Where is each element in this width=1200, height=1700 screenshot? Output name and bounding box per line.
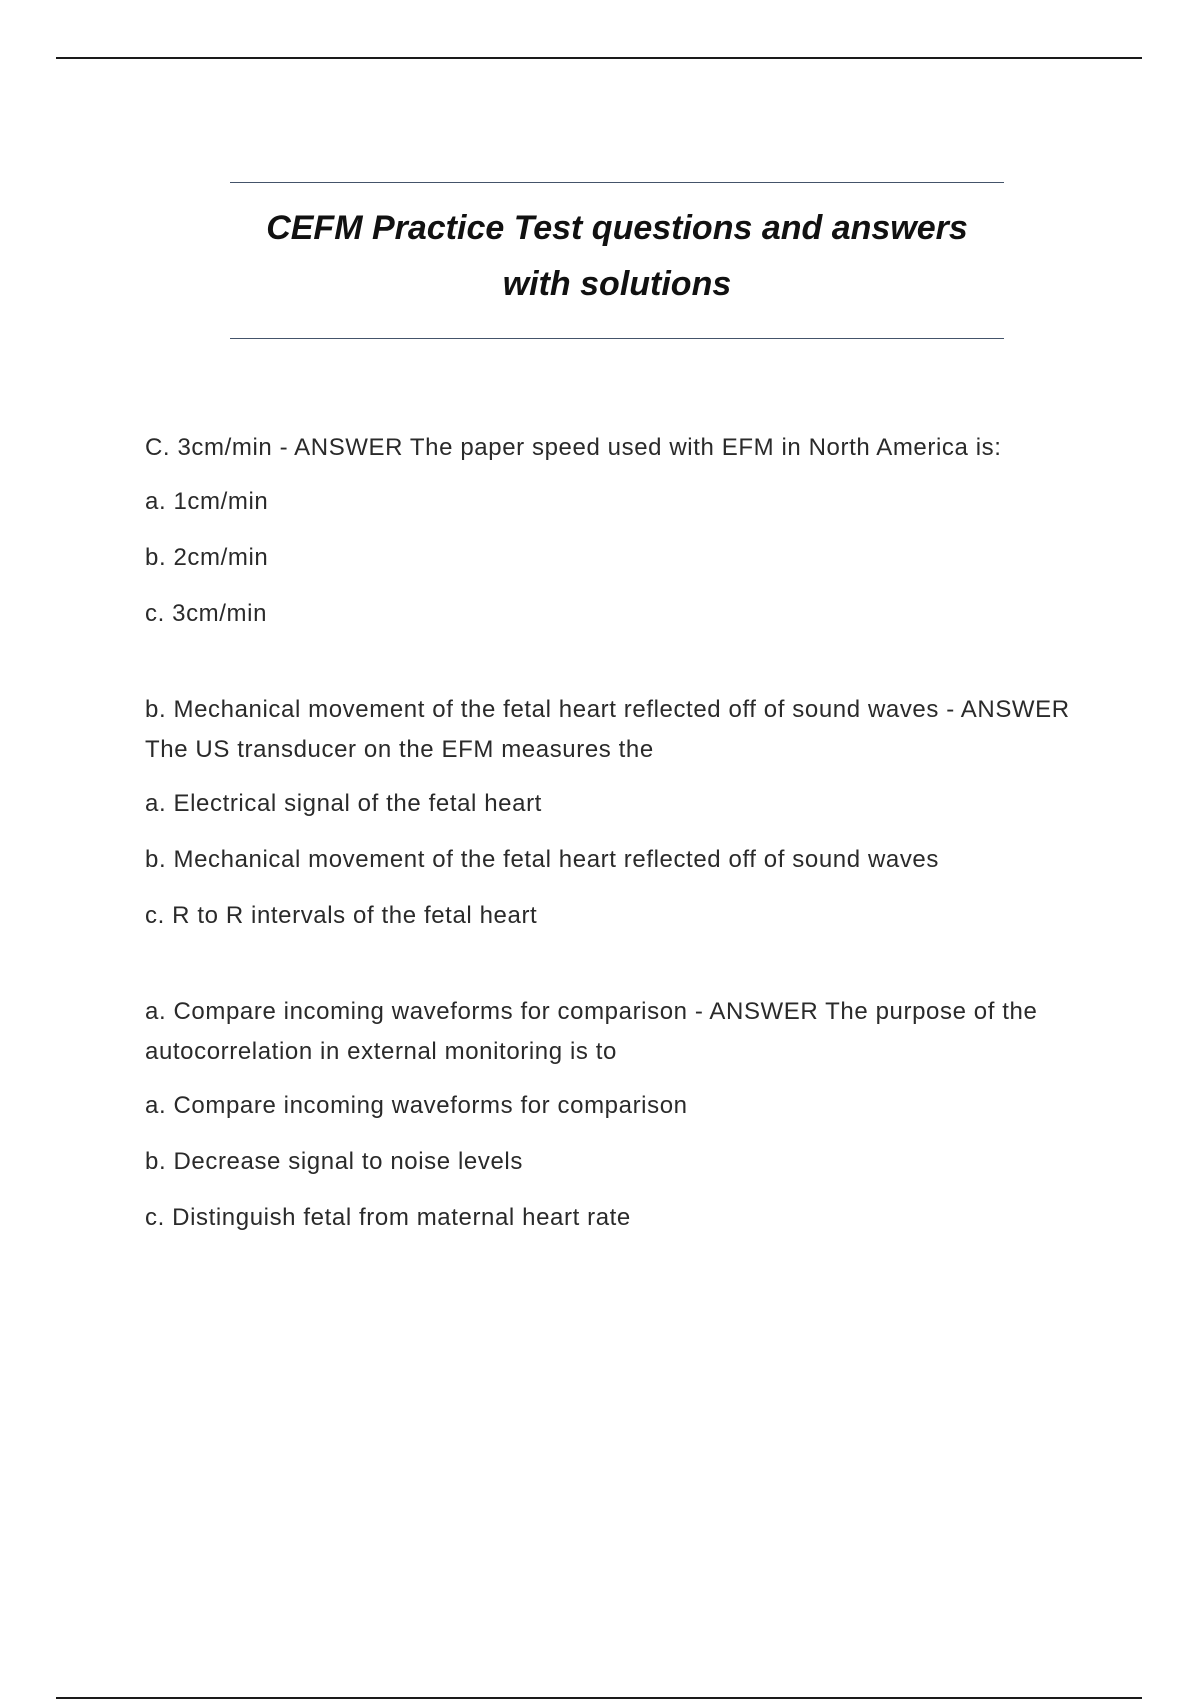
answer-option: b. 2cm/min xyxy=(145,544,269,571)
answer-option: a. Compare incoming waveforms for comparison xyxy=(145,1092,688,1119)
question-text: C. 3cm/min - ANSWER The paper speed used with EFM in North America is: xyxy=(145,434,1002,461)
document-title xyxy=(230,200,1004,312)
answer-option: c. 3cm/min xyxy=(145,600,268,627)
answer-option: b. Mechanical movement of the fetal heart reflected off of sound waves xyxy=(145,846,939,873)
question-block-3 xyxy=(145,992,1085,1238)
answer-option: b. Decrease signal to noise levels xyxy=(145,1148,523,1175)
question-block-1 xyxy=(145,428,1085,634)
document-title-line-1: CEFM Practice Test questions and answers xyxy=(266,209,968,247)
answer-option: c. Distinguish fetal from maternal heart rate xyxy=(145,1204,631,1231)
document-title-line-2: with solutions xyxy=(502,265,732,303)
answer-option: a. 1cm/min xyxy=(145,488,269,515)
title-rule-top xyxy=(230,182,1004,183)
answer-option: c. R to R intervals of the fetal heart xyxy=(145,902,538,929)
page-footer-rule xyxy=(56,1697,1142,1699)
answer-option: a. Electrical signal of the fetal heart xyxy=(145,790,542,817)
question-text: b. Mechanical movement of the fetal heart reflected off of sound waves - ANSWER The US transducer on the EFM measures the xyxy=(145,696,1070,763)
question-text: a. Compare incoming waveforms for comparison - ANSWER The purpose of the autocorrelation in external monitoring is to xyxy=(145,998,1038,1065)
document-body xyxy=(145,428,1085,1294)
title-rule-bottom xyxy=(230,338,1004,339)
question-block-2 xyxy=(145,690,1085,936)
page-header-rule xyxy=(56,57,1142,59)
